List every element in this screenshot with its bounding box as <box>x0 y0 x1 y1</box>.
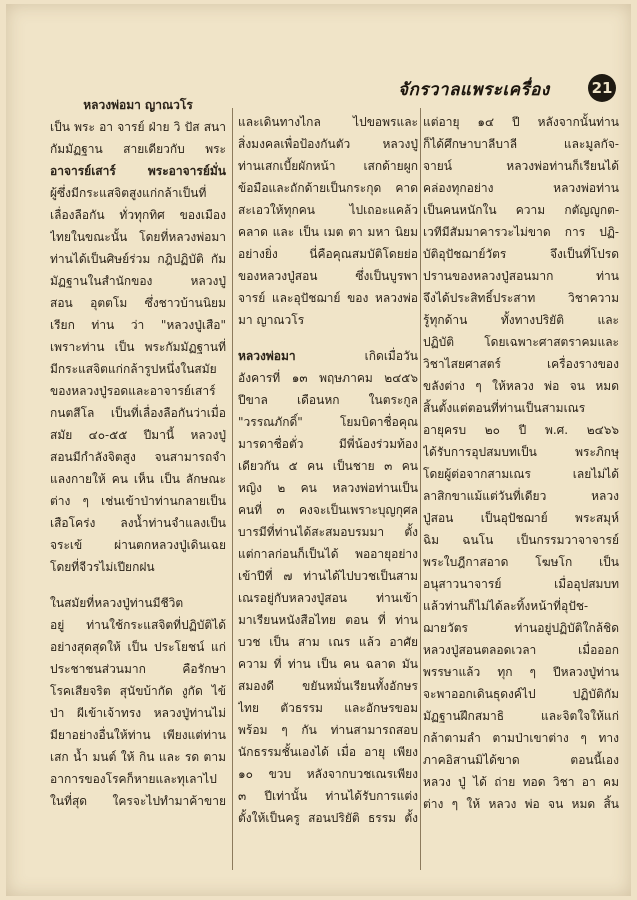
column-divider <box>232 108 233 870</box>
text-line: มาเรียนหนังสือไทย ตอน ที่ ท่าน <box>238 613 418 627</box>
text-line: สอน อุตตโม ซึ่งชาวบ้านนิยม <box>50 296 226 310</box>
text-column-1 <box>50 94 226 812</box>
text-line: แต่กาลก่อนก็เป็นได้ พออายุอย่าง <box>238 547 418 561</box>
text-line: วิชาไสยศาสตร์ เครื่องรางของ <box>423 357 619 371</box>
text-line: ลาสิกขาแม้แต่วันที่เดียว หลวง <box>423 489 619 503</box>
text-line: ข้อมือและถักด้ายเป็นกระกุด คาด <box>238 181 418 195</box>
text-line: แต่อายุ ๑๔ ปี หลังจากนั้นท่าน <box>423 115 619 129</box>
text-line: ผู้ซึ่งมีกระแสจิตสูงแก่กล้าเป็นที่ <box>50 186 207 200</box>
text-line: บวช เป็น สาม เณร แล้ว อาศัย <box>238 635 418 649</box>
text-line: เณรอยู่กับหลวงปู่สอน ท่านเข้า <box>238 591 418 605</box>
text-line: แล้วท่านก็ไม่ได้ละทิ้งหน้าที่อุปัช- <box>423 599 589 613</box>
text-line: ปู่สอน เป็นอุปัชฌาย์ พระสมุห์ <box>423 511 619 525</box>
text-line: อย่างยิ่ง นี่คือคุณสมบัติโดยย่อ <box>238 247 418 261</box>
text-line: กล้าตามลำ ตามป่าเขาต่าง ๆ ทาง <box>423 731 619 745</box>
text-line: ๓ ปีเท่านั้น ท่านได้รับการแต่ง <box>238 789 418 803</box>
text-line: อังคารที่ ๑๓ พฤษภาคม ๒๔๕๖ <box>238 371 418 385</box>
text-line: มารดาชื่อตั่ว มีพี่น้องร่วมท้อง <box>238 437 418 451</box>
text-line: ต่าง ๆ ให้ หลวง พ่อ จน หมด สิ้น <box>423 797 619 811</box>
text-line: หลวงพ่อมา ญาณวโร <box>83 98 193 112</box>
text-column-2 <box>238 111 418 829</box>
text-line: รู้ทุกด้าน ทั้งทางปริยัติ และ <box>423 313 619 327</box>
text-line: บารมีที่ท่านได้สะสมอบรมมา ตั้ง <box>238 525 418 539</box>
text-line: อนุสาวนาจารย์ เมื่ออุปสมบท <box>423 577 619 591</box>
text-line: ประชาชนส่วนมาก คือรักษา <box>50 662 226 676</box>
text-line: เป็นคนหนักใน ความ กตัญญูกต- <box>423 203 619 217</box>
text-line: ไทย ตัวธรรม และอักษรขอม <box>238 701 418 715</box>
text-line: อายุครบ ๒๐ ปี พ.ศ. ๒๔๖๖ <box>423 423 619 437</box>
text-line: ตั้งให้เป็นครู สอนปริยัติ ธรรม ตั้ง <box>238 811 418 825</box>
text-line: อาจารย์เสาร์ พระอาจารย์มั่น <box>50 164 226 178</box>
text-line: โดยที่จีวรไม่เปียกฝน <box>50 560 155 574</box>
text-line: ของหลวงปู่สอน ซึ่งเป็นบูรพา <box>238 269 418 283</box>
page-number-badge: 21 <box>588 74 616 102</box>
text-line: ๑๐ ขวบ หลังจากบวชเณรเพียง <box>238 767 418 781</box>
text-line: เลื่องลือกัน ทั่วทุกทิศ ของเมือง <box>50 208 226 222</box>
text-line: เป็น พระ อา จารย์ ฝ่าย วิ ปัส สนา <box>50 120 226 134</box>
text-line: เสือโคร่ง ลงน้ำท่านจำแลงเป็น <box>50 516 226 530</box>
text-line: แลงกายให้ คน เห็น เป็น ลักษณะ <box>50 472 226 486</box>
text-line: ของหลวงปู่รอดและอาจารย์เสาร์ <box>50 384 216 398</box>
text-line: ขลังต่าง ๆ ให้หลวง พ่อ จน หมด <box>423 379 619 393</box>
text-line: อาการของโรคก็หายและทุเลาไป <box>50 772 217 786</box>
text-line: นักธรรมชั้นเองได้ เมื่อ อายุ เพียง <box>238 745 418 759</box>
page-header <box>398 74 623 104</box>
column-divider <box>420 108 421 870</box>
text-line: พระใบฎีกาสอาด โฆษโก เป็น <box>423 555 619 569</box>
text-line: มัฏฐานฝึกสมาธิ และจิตใจให้แก่ <box>423 709 619 723</box>
text-line: เพราะท่าน เป็น พระกัมมัฏฐานที่ <box>50 340 226 354</box>
text-line: ความ ที่ ท่าน เป็น คน ฉลาด มัน <box>238 657 418 671</box>
paragraph-gap <box>50 578 226 592</box>
text-line: ฉิม ฉนโน เป็นกรรมวาจาจารย์ <box>423 533 619 547</box>
text-line: คล่องทุกอย่าง หลวงพ่อท่าน <box>423 181 619 195</box>
text-line: สะเอวให้ทุกคน ไปเถอะแคล้ว <box>238 203 418 217</box>
text-line: พรรษาแล้ว ทุก ๆ ปีหลวงปู่ท่าน <box>423 665 619 679</box>
text-line: สิ่งมงคลเพื่อป้องกันตัว หลวงปู่ <box>238 137 418 151</box>
text-line: สอนมีกำลังจิตสูง จนสามารถจำ <box>50 450 226 464</box>
text-line: ไทยในขณะนั้น โดยที่หลวงพ่อมา <box>50 230 226 244</box>
text-line: ปีขาล เดือนหก ในตระกูล <box>238 393 418 407</box>
text-line: โรคเสียจริต สุนัขบ้ากัด งูกัด ไข้ <box>50 684 226 698</box>
text-line: ในสมัยที่หลวงปู่ท่านมีชีวิต <box>50 596 184 610</box>
text-line: เรียก ท่าน ว่า "หลวงปู่เสือ" <box>50 318 226 332</box>
text-line: ฌายวัตร ท่านอยู่ปฏิบัติใกล้ชิด <box>423 621 619 635</box>
text-line: กัมมัฏฐาน สายเดียวกับ พระ <box>50 142 226 156</box>
text-line: จระเข้ ผ่านตกหลวงปู่เดินเฉย <box>50 538 226 552</box>
text-line: มียาอย่างอื่นให้ท่าน เพียงแต่ท่าน <box>50 728 226 742</box>
text-line: ปรานของหลวงปู่สอนมาก ท่าน <box>423 269 619 283</box>
text-line: อย่างสุดสุดให้ เป็น ประโยชน์ แก่ <box>50 640 226 654</box>
text-line: และเดินทางไกล ไปขอพรและ <box>238 115 418 129</box>
text-line-lead: หลวงพ่อมา เกิดเมื่อวัน <box>238 349 418 363</box>
text-line: หญิง ๒ คน หลวงพ่อท่านเป็น <box>238 481 418 495</box>
text-line: โดยผู้ต่อจากสามเณร เลยไม่ได้ <box>423 467 619 481</box>
text-line: มีกระแสจิตแก่กล้ารูปหนึ่งในสมัย <box>50 362 217 376</box>
text-line: หลวง ปู่ ได้ ถ่าย ทอด วิชา อา คม <box>423 775 619 789</box>
text-line: คนที่ ๓ คงจะเป็นเพราะบุญกุศล <box>238 503 418 517</box>
text-line: ปฏิบัติ โดยเฉพาะศาสตราคมและ <box>423 335 619 349</box>
text-line: ป่า ผีเข้าเจ้าทรง หลวงปู่ท่านไม่ <box>50 706 226 720</box>
text-line: สมัย ๔๐-๕๕ ปีมานี้ หลวงปู่ <box>50 428 226 442</box>
text-line: ท่านได้เป็นศิษย์ร่วม กฎิปฏิบัติ กัม <box>50 252 226 266</box>
text-line: หลวงปู่สอนตลอดเวลา เมื่อออก <box>423 643 619 657</box>
text-line: พร้อม ๆ กัน ท่านสามารถสอบ <box>238 723 418 737</box>
text-line: อยู่ ท่านใช้กระแสจิตที่ปฏิบัติได้ <box>50 618 226 632</box>
text-line: จึงได้ประสิทธิ์ประสาท วิชาความ <box>423 291 619 305</box>
text-line: ได้รับการอุปสมบทเป็น พระภิกษุ <box>423 445 619 459</box>
text-line: เสก น้ำ มนต์ ให้ กิน และ รด ตาม <box>50 750 226 764</box>
text-line: ในที่สุด ใครจะไปทำมาค้าขาย <box>50 794 226 808</box>
text-line: เวทีมีสัมมาคารวะไม่ขาด การ ปฏิ- <box>423 225 619 239</box>
text-line: จายน์ หลวงพ่อท่านก็เรียนได้ <box>423 159 619 173</box>
text-column-3 <box>423 111 619 815</box>
text-line: จารย์ และอุปัชฌาย์ ของ หลวงพ่อ <box>238 291 418 305</box>
magazine-title: จักรวาลแพระเครื่อง <box>398 80 550 100</box>
text-line: ต่าง ๆ เช่นเข้าป่าท่านกลายเป็น <box>50 494 226 508</box>
text-line: มา ญาณวโร <box>238 313 305 327</box>
text-line: กนตสีโล เป็นที่เลื่องลือกันว่าเมื่อ <box>50 406 226 420</box>
paragraph-gap <box>238 331 418 345</box>
text-line: เข้าปีที่ ๗ ท่านได้ไปบวชเป็นสาม <box>238 569 418 583</box>
text-line: ภาคอิสานมิได้ขาด ตอนนี้เอง <box>423 753 619 767</box>
text-line: มัฏฐานในสำนักของ หลวงปู่ <box>50 274 226 288</box>
text-line: คลาด และ เป็น เมต ตา มหา นิยม <box>238 225 418 239</box>
text-line: สมองดี ขยันหมั่นเรียนทั้งอักษร <box>238 679 418 693</box>
text-line: "วรรณภักดิ์" โยมบิดาชื่อคุณ <box>238 415 418 429</box>
text-line: ก็ได้ศึกษาบาลีบาลี และมูลกัจ- <box>423 137 619 151</box>
text-line: บัติอุปัชฌาย์วัตร จึงเป็นที่โปรด <box>423 247 619 261</box>
text-line: เดียวกัน ๕ คน เป็นชาย ๓ คน <box>238 459 418 473</box>
text-line: สิ้นตั้งแต่ตอนที่ท่านเป็นสามเณร <box>423 401 586 415</box>
text-line: จะพาออกเดินธุดงค์ไป ปฏิบัติกัม <box>423 687 619 701</box>
text-line: ท่านเสกเบี้ยผักหน้า เสกด้ายผูก <box>238 159 418 173</box>
